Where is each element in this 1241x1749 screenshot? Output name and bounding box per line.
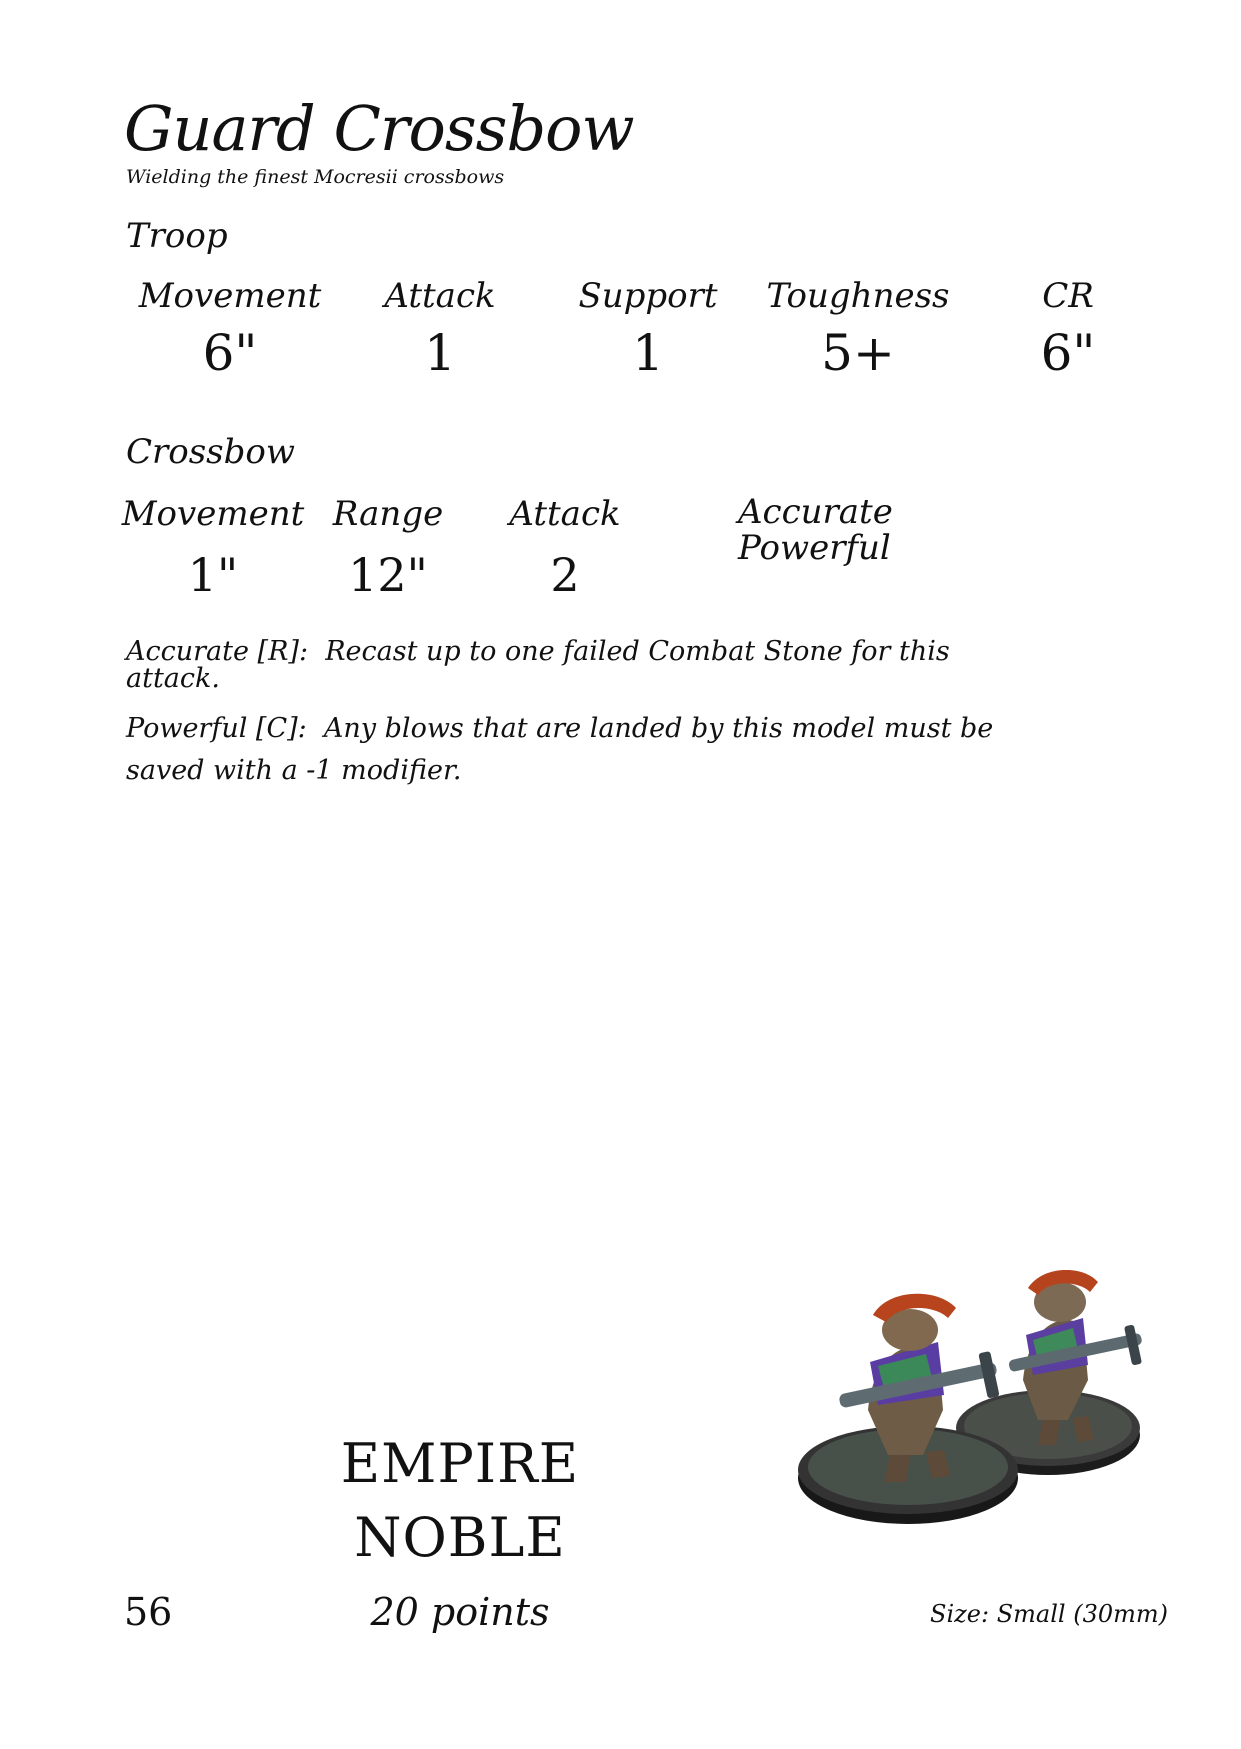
weapon-trait: Accurate — [738, 492, 893, 532]
points-cost: 20 points — [370, 1590, 550, 1634]
stat-value-movement: 6" — [202, 324, 258, 382]
weapon-name: Crossbow — [126, 432, 295, 472]
stat-label-cr: CR — [1042, 276, 1094, 316]
stat-value-cr: 6" — [1040, 324, 1096, 382]
rule-text: Recast up to one failed Combat Stone for this attack. — [126, 636, 950, 694]
model-size: Size: Small (30mm) — [930, 1600, 1168, 1628]
weapon-label-range: Range — [332, 494, 444, 534]
unit-name: Guard Crossbow — [124, 92, 634, 165]
rule-name: Accurate [R]: — [126, 636, 309, 667]
stat-value-support: 1 — [632, 324, 664, 382]
stat-value-toughness: 5+ — [821, 324, 895, 382]
faction-line-1: EMPIRE — [340, 1432, 580, 1495]
special-rules — [126, 638, 1046, 792]
weapon-label-movement: Movement — [121, 494, 305, 534]
weapon-value-attack: 2 — [550, 548, 580, 602]
weapon-value-movement: 1" — [187, 548, 239, 602]
miniature-photo — [798, 1270, 1188, 1530]
stat-label-toughness: Toughness — [766, 276, 950, 316]
faction-line-2: NOBLE — [354, 1506, 566, 1569]
page-number: 56 — [124, 1590, 173, 1634]
weapon-value-range: 12" — [348, 548, 428, 602]
unit-tagline: Wielding the finest Mocresii crossbows — [126, 166, 505, 188]
rule-text: Any blows that are landed by this model must be saved with a -1 modifier. — [126, 713, 994, 786]
rule-powerful — [126, 708, 1046, 792]
stat-label-support: Support — [578, 276, 718, 316]
rule-accurate — [126, 638, 1046, 692]
weapon-trait: Powerful — [738, 528, 891, 568]
weapon-traits — [738, 494, 893, 566]
weapon-label-attack: Attack — [509, 494, 621, 534]
stat-label-attack: Attack — [384, 276, 496, 316]
unit-type: Troop — [126, 216, 228, 256]
stat-value-attack: 1 — [424, 324, 456, 382]
stat-label-movement: Movement — [138, 276, 322, 316]
rule-name: Powerful [C]: — [126, 713, 307, 744]
